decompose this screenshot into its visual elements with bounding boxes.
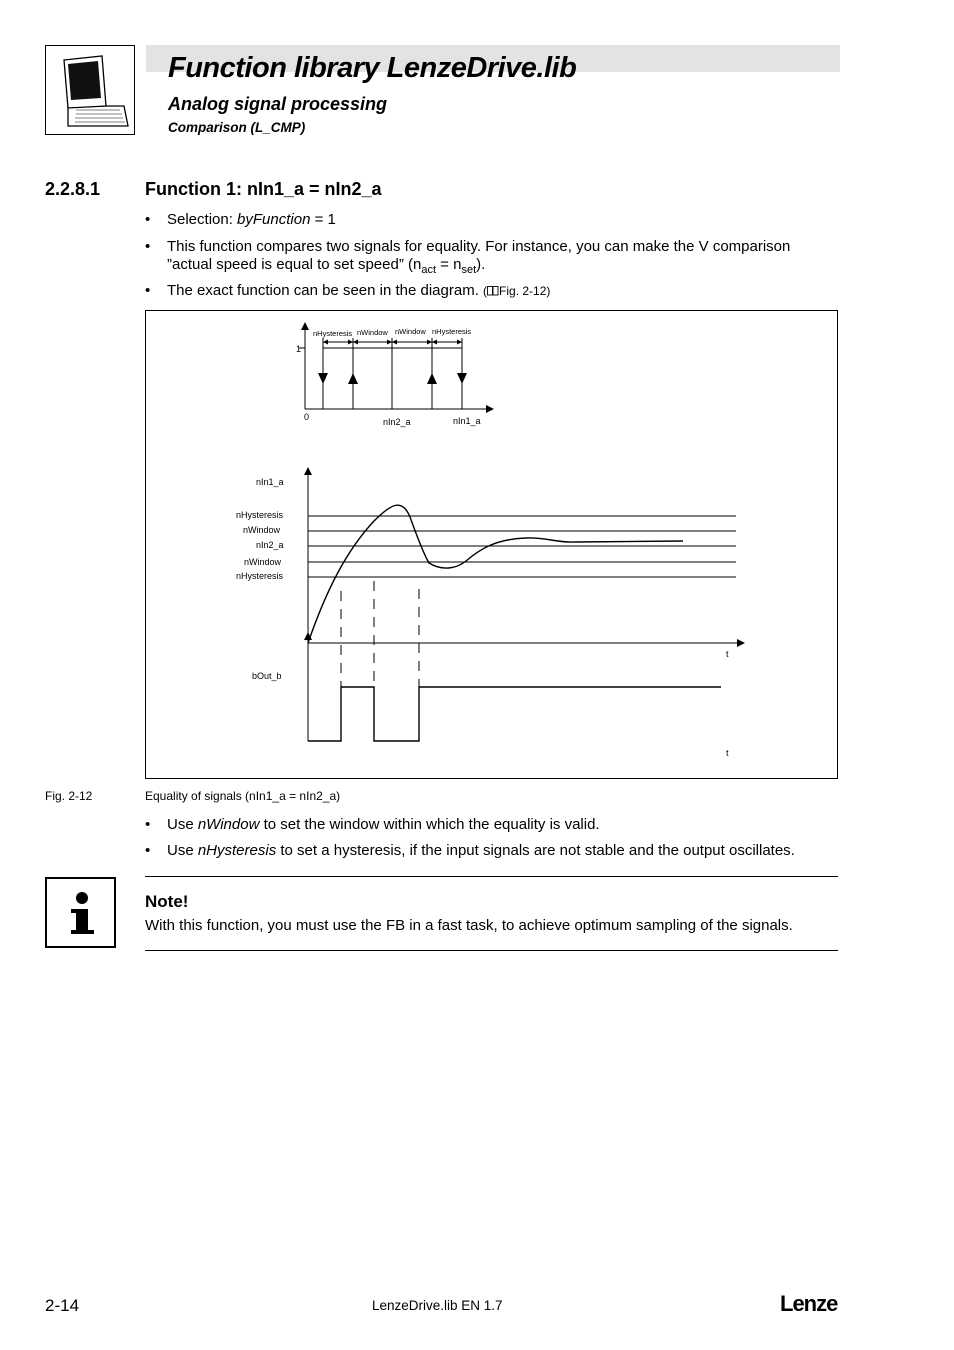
header-icon-frame bbox=[45, 45, 135, 135]
x-label-nin2: nIn2_a bbox=[383, 417, 411, 427]
svg-text:nIn2_a: nIn2_a bbox=[256, 540, 284, 550]
page-subsubtitle: Comparison (L_CMP) bbox=[168, 120, 306, 135]
section-number: 2.2.8.1 bbox=[45, 179, 101, 199]
page-title: Function library LenzeDrive.lib bbox=[168, 52, 577, 84]
lenze-logo: Lenze bbox=[780, 1291, 838, 1316]
signal-plot bbox=[308, 468, 744, 643]
page-subtitle: Analog signal processing bbox=[168, 94, 388, 114]
svg-text:nHysteresis: nHysteresis bbox=[236, 510, 284, 520]
dim-label-window-left: nWindow bbox=[357, 328, 388, 337]
svg-text:nIn1_a: nIn1_a bbox=[256, 477, 284, 487]
info-icon bbox=[45, 877, 116, 948]
section-title: Function 1: nIn1_a = nIn2_a bbox=[145, 179, 382, 199]
output-label: bOut_b bbox=[252, 671, 282, 681]
dim-label-hysteresis-right: nHysteresis bbox=[432, 327, 472, 336]
figure-reference[interactable]: ( Fig. 2-12) bbox=[483, 284, 551, 298]
figure-frame bbox=[145, 310, 838, 779]
document-id: LenzeDrive.lib EN 1.7 bbox=[372, 1298, 503, 1313]
axis-label-1: 1 bbox=[296, 344, 302, 354]
note-text: With this function, you must use the FB in a fast task, to achieve optimum sampling of the signals. bbox=[145, 917, 793, 934]
figure-caption: Equality of signals (nIn1_a = nIn2_a) bbox=[145, 789, 341, 803]
figure-number: Fig. 2-12 bbox=[45, 789, 93, 803]
svg-text:t: t bbox=[726, 649, 729, 659]
svg-text:nWindow: nWindow bbox=[243, 525, 281, 535]
note-divider-bottom bbox=[145, 950, 838, 951]
svg-text:nHysteresis: nHysteresis bbox=[236, 571, 284, 581]
svg-text:nWindow: nWindow bbox=[244, 557, 282, 567]
x-label-nin1: nIn1_a bbox=[453, 416, 481, 426]
equality-diagram bbox=[146, 311, 839, 780]
book-icon bbox=[487, 286, 499, 296]
switching-guides bbox=[341, 581, 419, 741]
note-title: Note! bbox=[145, 892, 189, 911]
laptop-icon bbox=[46, 46, 134, 134]
dim-label-hysteresis-left: nHysteresis bbox=[313, 329, 353, 338]
signal-plot-labels bbox=[236, 477, 729, 659]
output-plot bbox=[308, 633, 721, 741]
axis-label-0: 0 bbox=[304, 412, 310, 422]
output-time-label: t bbox=[726, 748, 729, 758]
dim-label-window-right: nWindow bbox=[395, 327, 426, 336]
note-divider-top bbox=[145, 876, 838, 877]
page-number: 2-14 bbox=[45, 1296, 80, 1315]
